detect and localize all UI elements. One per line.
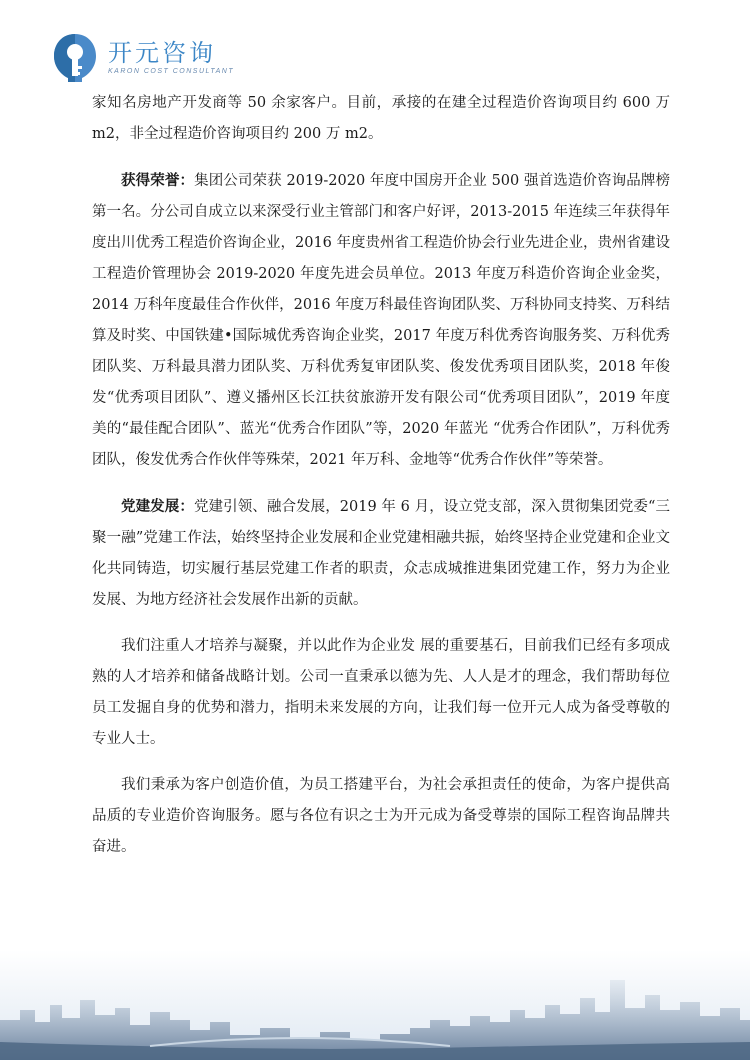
page-header [50,30,234,86]
logo-text [108,39,234,77]
honors-text: 集团公司荣获 2019-2020 年度中国房开企业 500 强首选造价咨询品牌榜第一名。分公司自成立以来深受行业主管部门和客户好评，2013-2015 年连续三年获得年度出川优秀工程造价咨询企业，2016 年度贵州省工程造价协会行业先进企业，贵州省建设工程造价管理协会 2019-2020 年度先进会员单位。2013 年度万科造价咨询企业金奖，2014 万科年度最佳合作伙伴，2016 年度万科最佳咨询团队奖、万科协同支持奖、万科结算及时奖、中国铁建•国际城优秀咨询企业奖，2017 年度万科优秀咨询服务奖、万科优秀团队奖、万科最具潜力团队奖、万科优秀复审团队奖、俊发优秀项目团队奖，2018 年俊发“优秀项目团队”、遵义播州区长江扶贫旅游开发有限公司“优秀项目团队”，2019 年度美的“最佳配合团队”、蓝光“优秀合作团队”等，2020 年蓝光 “优秀合作团队”，万科优秀团队，俊发优秀合作伙伴等殊荣，2021 年万科、金地等“优秀合作伙伴”等荣誉。 [92,173,671,468]
party-building-heading: 党建发展： [121,498,194,515]
paragraph-mission: 我们秉承为客户创造价值，为员工搭建平台，为社会承担责任的使命，为客户提供高品质的专业造价咨询服务。愿与各位有识之士为开元成为备受尊崇的国际工程咨询品牌共奋进。 [92,777,670,855]
honors-heading: 获得荣誉： [121,172,195,189]
logo-english-name: KARON COST CONSULTANT [108,68,235,75]
document-body [92,88,670,878]
party-building-text: 党建引领、融合发展，2019 年 6 月，设立党支部，深入贯彻集团党委“三聚一融”党建工作法，始终坚持企业发展和企业党建相融共振，始终坚持企业党建和企业文化共同铸造，切实履行基层党建工作者的职责，众志成城推进集团党建工作，努力为企业发展、为地方经济社会发展作出新的贡献。 [92,499,670,608]
city-skyline-image [0,950,750,1060]
paragraph-honors [92,165,670,476]
logo-chinese-name: 开元咨询 [108,39,216,67]
paragraph-party-building [92,491,670,616]
paragraph-clients: 家知名房地产开发商等 50 余家客户。目前，承接的在建全过程造价咨询项目约 600 万 m2，非全过程造价咨询项目约 200 万 m2。 [92,95,670,142]
paragraph-talent: 我们注重人才培养与凝聚，并以此作为企业发 展的重要基石，目前我们已经有多项成熟的人才培养和储备战略计划。公司一直秉承以德为先、人人是才的理念，我们帮助每位员工发掘自身的优势和潜力，指明未来发展的方向，让我们每一位开元人成为备受尊敬的专业人士。 [92,638,670,747]
karon-logo-icon [50,32,100,84]
